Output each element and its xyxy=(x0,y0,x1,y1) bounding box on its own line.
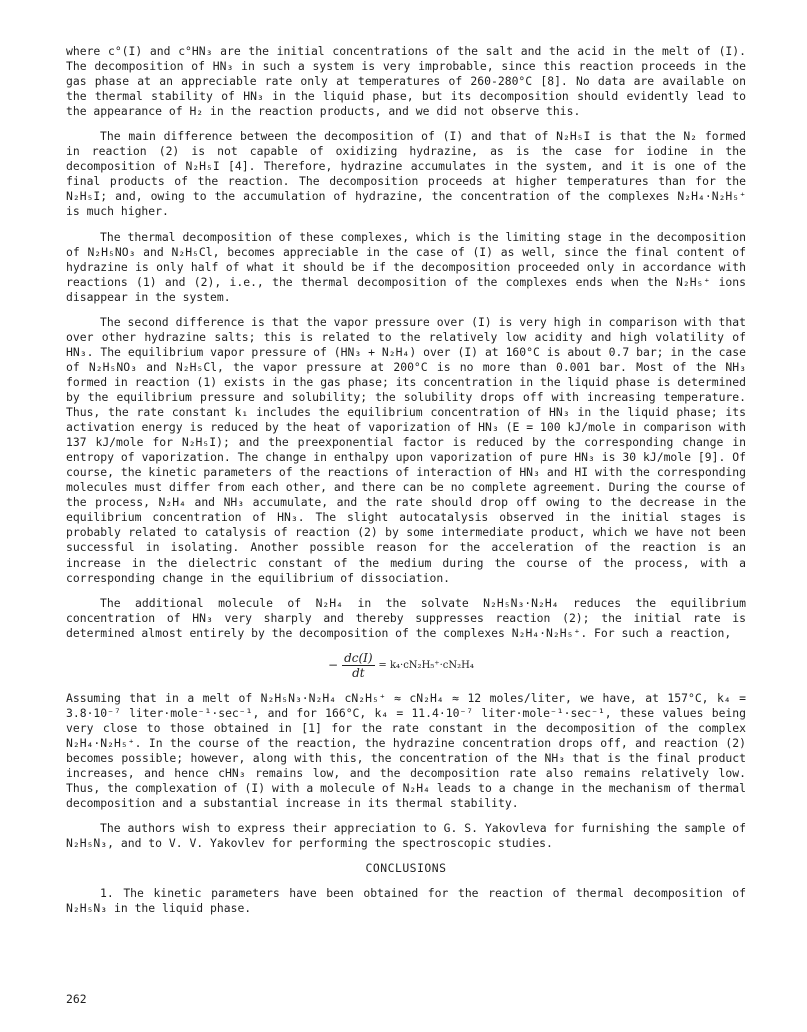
conclusions-heading: CONCLUSIONS xyxy=(365,861,447,876)
equation-rhs: = k₄·cN₂H₅⁺·cN₂H₄ xyxy=(378,659,474,671)
equation-denominator: dt xyxy=(352,665,365,680)
paragraph-solvate: The additional molecule of N₂H₄ in the solvate N₂H₅N₃·N₂H₄ reduces the equilibrium concentration of HN₃ very sharply and thereby suppresses reaction (2); the initial rate is determined almost entirely by the decomposition of the complexes N₂H₄·N₂H₅⁺. For such a reaction, xyxy=(66,595,746,640)
article-page xyxy=(66,44,746,916)
paragraph-initial-concentrations: where c°(I) and c°HN₃ are the initial concentrations of the salt and the acid in the melt of (I). The decomposition of HN₃ in such a system is very improbable, since this reaction proceeds in the gas phase at an appreciable rate only at temperatures of 260-280°C [8]. No data are available on the thermal stability of HN₃ in the liquid phase, but its decomposition should evidently lead to the appearance of H₂ in the reaction products, and we did not observe this. xyxy=(66,44,746,119)
page-number: 262 xyxy=(66,992,87,1006)
equation-fraction xyxy=(342,651,375,680)
rate-equation xyxy=(66,651,746,681)
paragraph-melt-assumption: Assuming that in a melt of N₂H₅N₃·N₂H₄ cN₂H₅⁺ ≈ cN₂H₄ ≈ 12 moles/liter, we have, at 157°C, k₄ = 3.8·10⁻⁷ liter·mole⁻¹·sec⁻¹, and for 166°C, k₄ = 11.4·10⁻⁷ liter·mole⁻¹·sec⁻¹, these values being very close to those obtained in [1] for the rate constant in the decomposition of the complex N₂H₄·N₂H₅⁺. In the course of the reaction, the hydrazine concentration drops off, and reaction (2) becomes possible; however, along with this, the concentration of the NH₃ that is the final product increases, and hence cHN₃ remains low, and the decomposition rate also remains relatively low. Thus, the complexation of (I) with a molecule of N₂H₄ leads to a change in the mechanism of thermal decomposition and a substantial increase in its thermal stability. xyxy=(66,690,746,811)
paragraph-acknowledgements: The authors wish to express their appreciation to G. S. Yakovleva for furnishing the sample of N₂H₅N₃, and to V. V. Yakovlev for performing the spectroscopic studies. xyxy=(66,821,746,851)
paragraph-vapor-pressure: The second difference is that the vapor pressure over (I) is very high in comparison with that over other hydrazine salts; this is related to the relatively low acidity and high volatility of HN₃. The equilibrium vapor pressure of (HN₃ + N₂H₄) over (I) at 160°C is about 0.7 bar; in the case of N₂H₅NO₃ and N₂H₅Cl, the vapor pressure at 200°C is no more than 0.001 bar. Most of the NH₃ formed in reaction (1) exists in the gas phase; its concentration in the liquid phase is determined by the equilibrium pressure and solubility; the solubility drops off with increasing temperature. Thus, the rate constant k₁ includes the equilibrium concentration of HN₃ in the liquid phase; its activation energy is reduced by the heat of vaporization of HN₃ (E = 100 kJ/mole in comparison with 137 kJ/mole for N₂H₅I); and the preexponential factor is reduced by the corresponding change in entropy of vaporization. The change in enthalpy upon vaporization of pure HN₃ is 30 kJ/mole [9]. Of course, the kinetic parameters of the reactions of interaction of HN₃ and HI with the corresponding molecules must differ from each other, and there can be no complete agreement. During the course of the process, N₂H₄ and NH₃ accumulate, and the rate should drop off owing to the decrease in the equilibrium concentration of HN₃. The slight autocatalysis observed in the initial stages is probably related to catalysis of reaction (2) by some intermediate product, which we have not been successful in isolating. Another possible reason for the acceleration of the reaction is an increase in the dielectric constant of the medium during the course of the process, with a corresponding change in the equilibrium of dissociation. xyxy=(66,314,746,585)
equation-minus: − xyxy=(328,657,339,672)
conclusion-item-1: 1. The kinetic parameters have been obtained for the reaction of thermal decomposition of N₂H₅N₃ in the liquid phase. xyxy=(66,886,746,916)
equation-numerator: dc(I) xyxy=(344,650,373,665)
paragraph-main-difference: The main difference between the decomposition of (I) and that of N₂H₅I is that the N₂ formed in reaction (2) is not capable of oxidizing hydrazine, as is the case for iodine in the decomposition of N₂H₅I [4]. Therefore, hydrazine accumulates in the system, and it is one of the final products of the reaction. The decomposition proceeds at higher temperatures than for the N₂H₅I; and, owing to the accumulation of hydrazine, the concentration of the complexes N₂H₄·N₂H₅⁺ is much higher. xyxy=(66,129,746,219)
paragraph-complex-decomposition: The thermal decomposition of these complexes, which is the limiting stage in the decomposition of N₂H₅NO₃ and N₂H₅Cl, becomes appreciable in the case of (I) as well, since the final content of hydrazine is only half of what it should be if the decomposition proceeded only in accordance with reactions (1) and (2), i.e., the thermal decomposition of the complexes ends when the N₂H₅⁺ ions disappear in the system. xyxy=(66,229,746,304)
